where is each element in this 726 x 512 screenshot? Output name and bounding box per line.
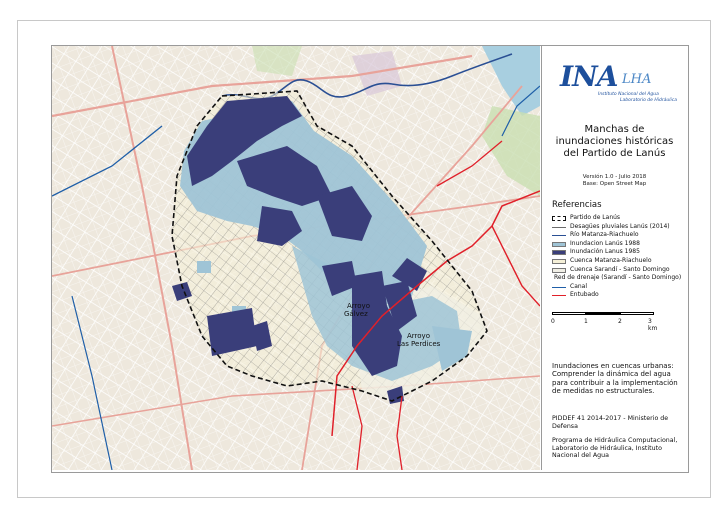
legend-panel [541,46,687,470]
logo-subtitle-2: Laboratorio de Hidráulica [620,98,678,103]
legend-swatch [552,250,566,255]
legend-swatch [552,295,566,296]
legend-swatch [552,268,566,273]
label-arroyo-galvez-1: Arroyo [347,302,370,310]
label-arroyo-perdices-2: Las Perdices [397,340,441,348]
legend-label: Desagües pluviales Lanús (2014) [570,222,670,230]
legend-label: Entubado [570,291,599,299]
scale-seg-1 [552,312,586,315]
legend-item [552,231,687,240]
scale-tick-0: 0 [551,318,555,325]
legend-label: Inundacion Lanús 1988 [570,239,640,247]
legend-swatch [552,227,566,228]
legend-label: Red de drenaje (Sarandí - Santo Domingo) [554,274,682,282]
scale-tick-1: 1 [584,318,588,325]
scale-tick-3: 3 km [648,318,658,332]
legend-item [552,248,687,257]
legend-label: Inundación Lanus 1985 [570,248,640,256]
logo-ina-text: INA [560,60,618,93]
legend-label: Río Matanza-Riachuelo [570,231,639,239]
legend-item [552,257,687,266]
legend-swatch [552,235,566,236]
scale-tick-2: 2 [618,318,622,325]
legend-item [552,274,687,283]
legend-item [552,223,687,232]
legend-swatch [552,259,566,264]
legend-label: Canal [570,282,588,290]
scale-seg-3 [620,312,654,315]
program-info: Programa de Hidráulica Computacional, Laboratorio de Hidráulica, Instituto Nacional del Agua [552,437,678,460]
ina-lha-logo [542,54,687,104]
legend-swatch [552,216,566,221]
legend-item [552,240,687,249]
project-description: Inundaciones en cuencas urbanas: Comprender la dinámica del agua para contribuir a la implementación de medidas no estructurales. [552,362,678,395]
legend-swatch [552,242,566,247]
scale-seg-2 [586,312,620,315]
logo-lha-text: LHA [622,72,652,87]
flood-1988-patch-2 [197,261,211,273]
map-canvas[interactable] [52,46,540,470]
legend-item [552,266,687,275]
logo-subtitle-1: Instituto Nacional del Agua [598,92,659,97]
legend-label: Partido de Lanús [570,214,621,221]
legend-list [552,214,687,300]
funding-info: PIDDEF 41 2014-2017 - Ministerio de Defensa [552,415,669,430]
scale-bar [551,308,658,332]
legend-item [552,291,687,300]
map-view[interactable] [52,46,540,470]
legend-heading: Referencias [552,200,602,210]
legend-label: Cuenca Sarandí - Santo Domingo [570,265,670,273]
legend-label: Cuenca Matanza-Riachuelo [570,256,652,264]
version-info: Versión 1.0 - Julio 2018 Base: Open Street Map [582,174,647,187]
label-arroyo-galvez-2: Gálvez [344,310,368,318]
legend-item [552,214,687,223]
legend-item [552,283,687,292]
map-title: Manchas de inundaciones históricas del Partido de Lanús [555,124,674,159]
label-arroyo-perdices-1: Arroyo [407,332,430,340]
legend-swatch [552,287,566,288]
